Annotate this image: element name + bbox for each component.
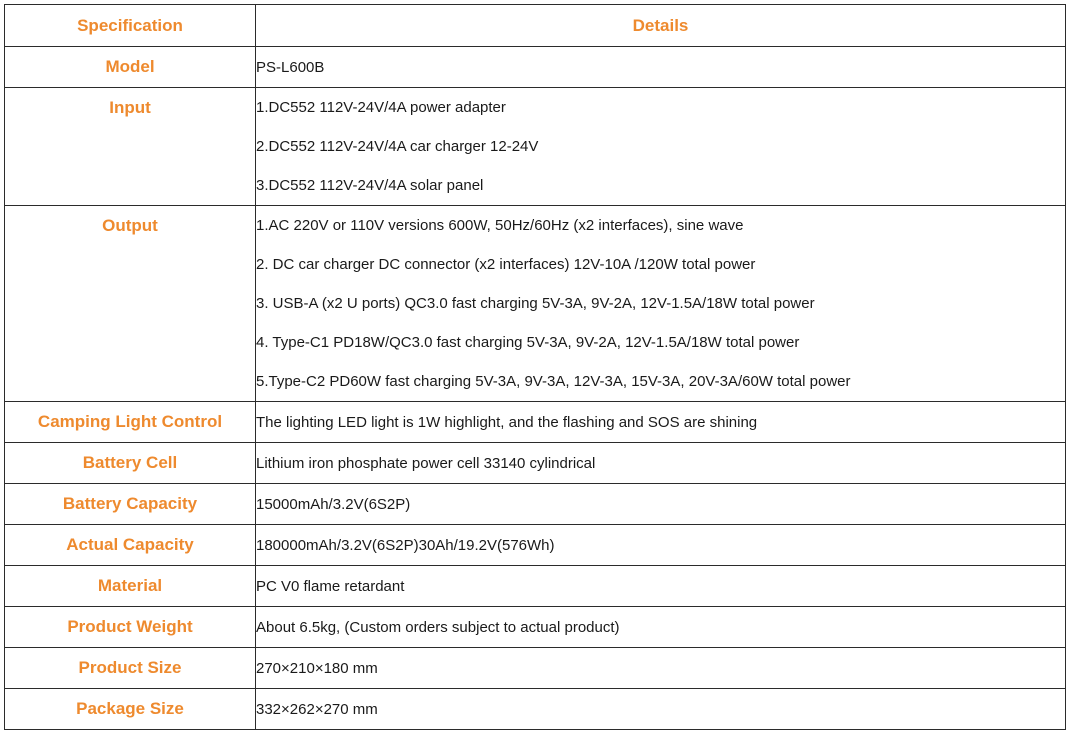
row-label: Material	[5, 566, 256, 607]
row-label: Battery Capacity	[5, 484, 256, 525]
row-value	[256, 443, 1066, 484]
value-line: 1.AC 220V or 110V versions 600W, 50Hz/60Hz (x2 interfaces), sine wave	[256, 217, 744, 234]
table-row-output	[5, 206, 1066, 402]
value-line: 3.DC552 112V-24V/4A solar panel	[256, 177, 484, 194]
header-details: Details	[256, 5, 1066, 47]
value-line: PC V0 flame retardant	[256, 577, 405, 595]
row-label: Input	[5, 88, 256, 206]
value-line: 2. DC car charger DC connector (x2 interfaces) 12V-10A /120W total power	[256, 256, 756, 273]
row-value	[256, 206, 1066, 402]
value-line: 2.DC552 112V-24V/4A car charger 12-24V	[256, 138, 539, 155]
table-row-battery-cell	[5, 443, 1066, 484]
table-row-battery-capacity	[5, 484, 1066, 525]
value-line: Lithium iron phosphate power cell 33140 cylindrical	[256, 454, 596, 472]
value-line: About 6.5kg, (Custom orders subject to actual product)	[256, 618, 620, 636]
row-value	[256, 566, 1066, 607]
table-row-package-size	[5, 689, 1066, 730]
row-value	[256, 484, 1066, 525]
value-line: 5.Type-C2 PD60W fast charging 5V-3A, 9V-3A, 12V-3A, 15V-3A, 20V-3A/60W total power	[256, 373, 851, 390]
table-row-material	[5, 566, 1066, 607]
row-label: Actual Capacity	[5, 525, 256, 566]
table-row-product-weight	[5, 607, 1066, 648]
row-value	[256, 689, 1066, 730]
row-label: Battery Cell	[5, 443, 256, 484]
table-row-camping-light	[5, 402, 1066, 443]
header-row	[5, 5, 1066, 47]
value-line: PS-L600B	[256, 58, 325, 76]
value-line: 1.DC552 112V-24V/4A power adapter	[256, 99, 506, 116]
spec-table	[4, 4, 1066, 730]
value-line: 180000mAh/3.2V(6S2P)30Ah/19.2V(576Wh)	[256, 536, 555, 554]
row-label: Product Weight	[5, 607, 256, 648]
row-label: Product Size	[5, 648, 256, 689]
value-line: 270×210×180 mm	[256, 659, 378, 677]
row-value	[256, 47, 1066, 88]
table-row-actual-capacity	[5, 525, 1066, 566]
row-label: Camping Light Control	[5, 402, 256, 443]
row-value	[256, 402, 1066, 443]
value-line: The lighting LED light is 1W highlight, and the flashing and SOS are shining	[256, 413, 758, 431]
row-label: Output	[5, 206, 256, 402]
row-label: Package Size	[5, 689, 256, 730]
table-row-input	[5, 88, 1066, 206]
value-line: 3. USB-A (x2 U ports) QC3.0 fast charging 5V-3A, 9V-2A, 12V-1.5A/18W total power	[256, 295, 815, 312]
value-line: 332×262×270 mm	[256, 700, 378, 718]
row-value	[256, 648, 1066, 689]
row-value	[256, 525, 1066, 566]
row-value	[256, 607, 1066, 648]
row-label: Model	[5, 47, 256, 88]
table-row-product-size	[5, 648, 1066, 689]
value-line: 15000mAh/3.2V(6S2P)	[256, 495, 411, 513]
value-line: 4. Type-C1 PD18W/QC3.0 fast charging 5V-3A, 9V-2A, 12V-1.5A/18W total power	[256, 334, 800, 351]
row-value	[256, 88, 1066, 206]
header-specification: Specification	[5, 5, 256, 47]
table-row-model	[5, 47, 1066, 88]
